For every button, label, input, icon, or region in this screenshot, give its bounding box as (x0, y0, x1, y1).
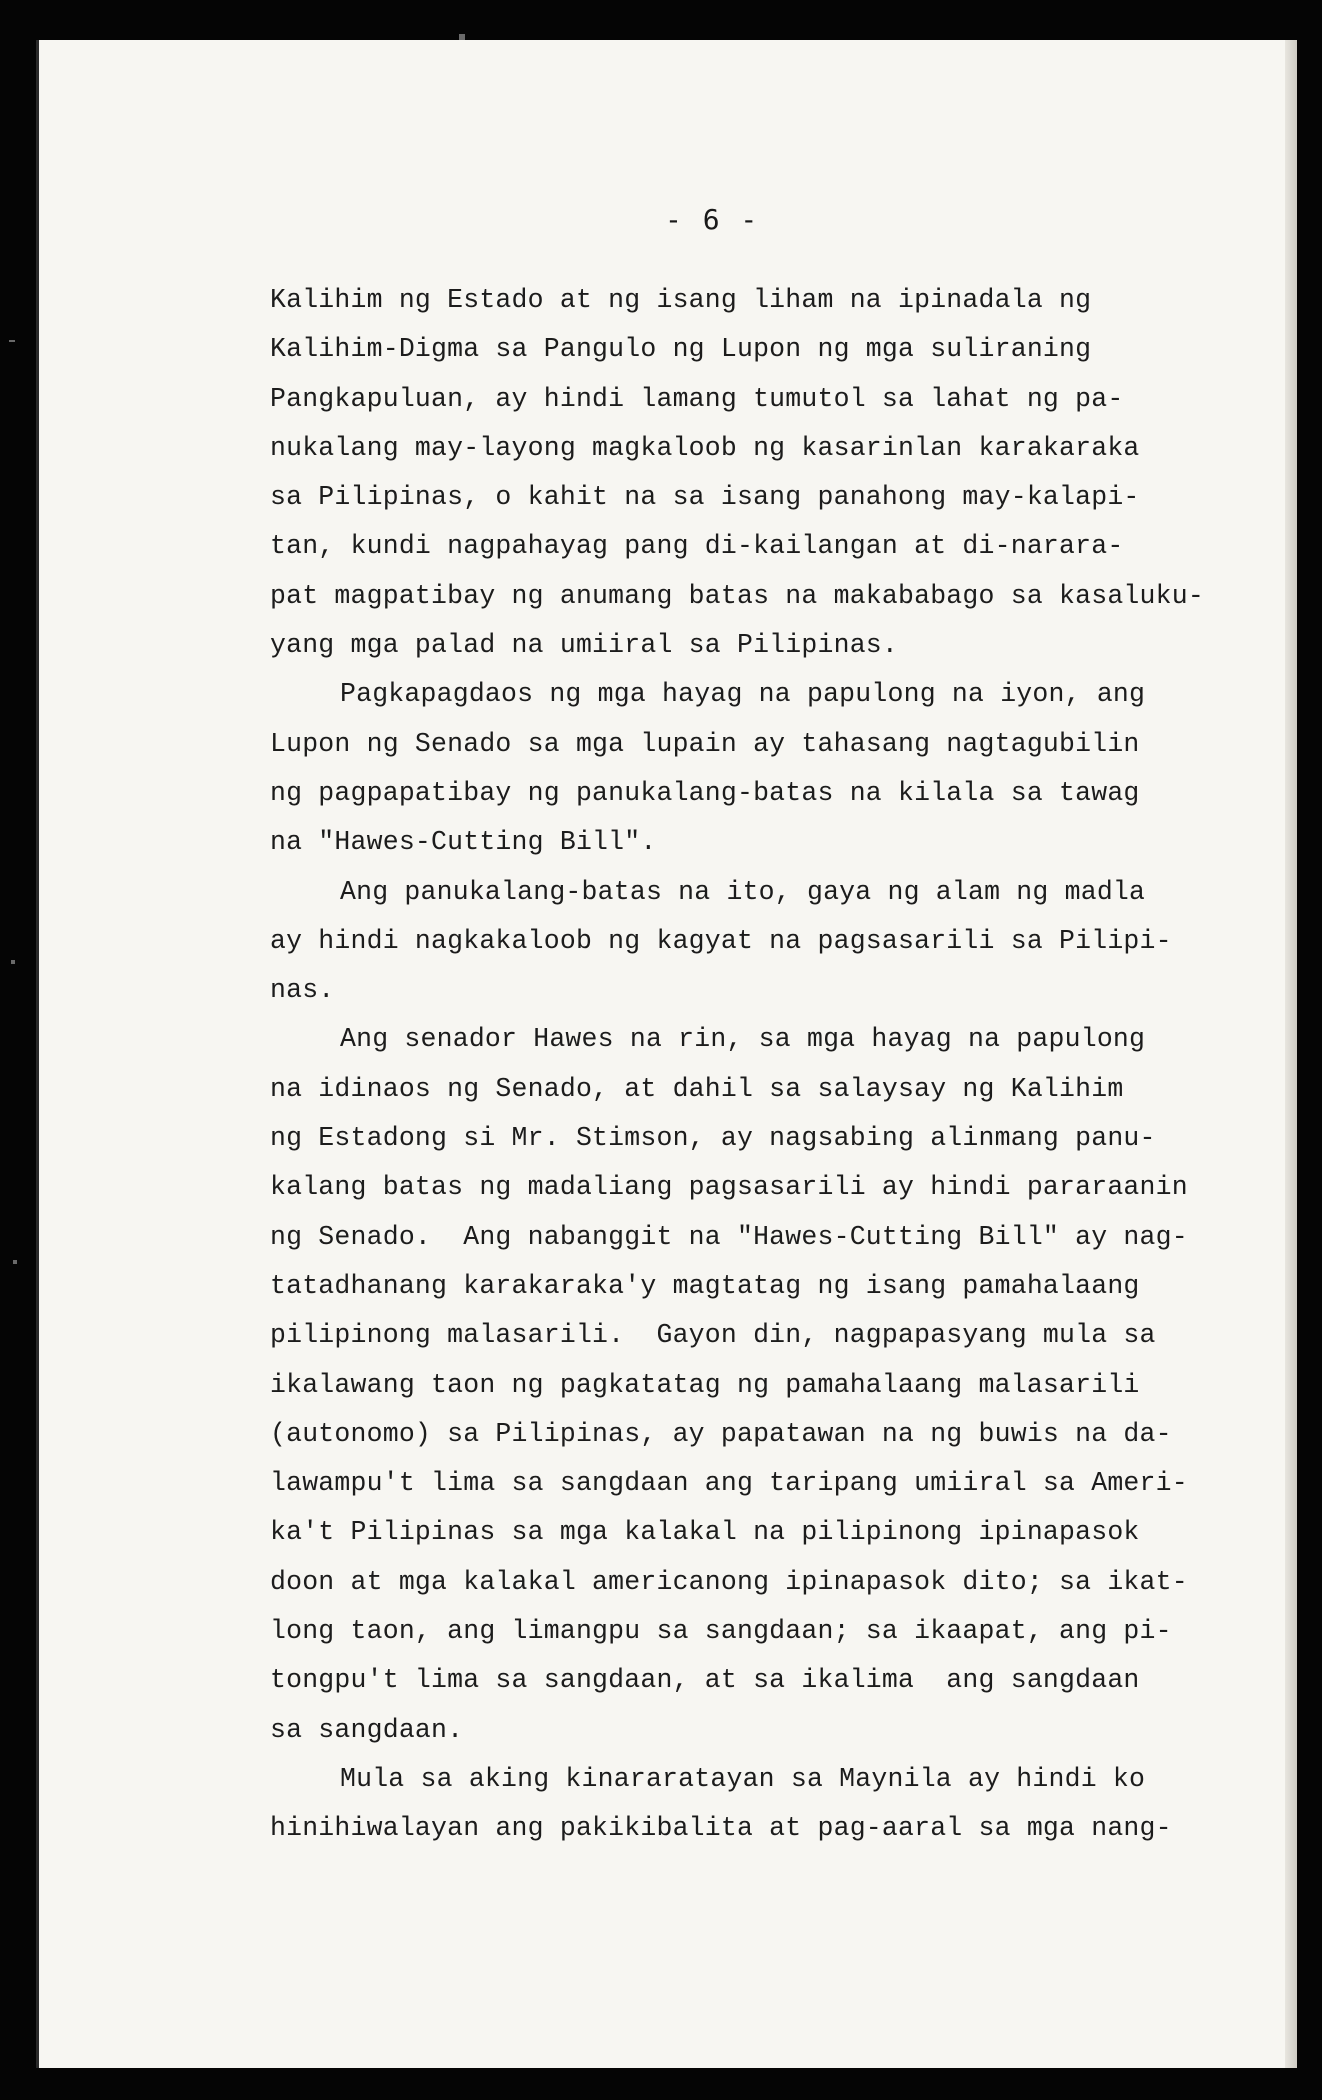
text-line: tan, kundi nagpahayag pang di-kailangan at di-narara- (270, 531, 1124, 562)
text-line: na idinaos ng Senado, at dahil sa salaysay ng Kalihim (270, 1073, 1124, 1104)
text-line: hinihiwalayan ang pakikibalita at pag-aaral sa mga nang- (270, 1813, 1172, 1844)
paragraph (270, 276, 1204, 670)
text-line: nas. (270, 975, 335, 1006)
text-line: Ang senador Hawes na rin, sa mga hayag na papulong (340, 1024, 1146, 1055)
text-line: tongpu't lima sa sangdaan, at sa ikalima ang sangdaan (270, 1665, 1140, 1696)
text-line: tatadhanang karakaraka'y magtatag ng isang pamahalaang (270, 1270, 1140, 1301)
text-line: Lupon ng Senado sa mga lupain ay tahasang nagtagubilin (270, 728, 1140, 759)
text-line: Kalihim ng Estado at ng isang liham na ipinadala ng (270, 285, 1092, 315)
text-line: (autonomo) sa Pilipinas, ay papatawan na ng buwis na da- (270, 1418, 1172, 1449)
text-line: Ang panukalang-batas na ito, gaya ng alam ng madla (340, 876, 1146, 907)
text-line: kalang batas ng madaliang pagsasarili ay hindi pararaanin (270, 1172, 1188, 1203)
text-line: ka't Pilipinas sa mga kalakal na pilipinong ipinapasok (270, 1517, 1140, 1548)
text-line: Pagkapagdaos ng mga hayag na papulong na iyon, ang (340, 679, 1146, 710)
text-line: nukalang may-layong magkaloob ng kasarinlan karakaraka (270, 432, 1140, 463)
text-line: Pangkapuluan, ay hindi lamang tumutol sa lahat ng pa- (270, 383, 1124, 414)
text-line: doon at mga kalakal americanong ipinapasok dito; sa ikat- (270, 1566, 1188, 1597)
text-line: pilipinong malasarili. Gayon din, nagpapasyang mula sa (270, 1320, 1156, 1351)
text-line: ng Estadong si Mr. Stimson, ay nagsabing alinmang panu- (270, 1123, 1156, 1154)
text-line: long taon, ang limangpu sa sangdaan; sa ikaapat, ang pi- (270, 1616, 1172, 1647)
text-line: pat magpatibay ng anumang batas na makababago sa kasaluku- (270, 580, 1204, 611)
text-line: sa sangdaan. (270, 1714, 464, 1745)
text-line: sa Pilipinas, o kahit na sa isang panahong may-kalapi- (270, 482, 1140, 513)
scan-mark (13, 1260, 17, 1264)
text-line: Kalihim-Digma sa Pangulo ng Lupon ng mga suliraning (270, 334, 1092, 365)
text-line: ikalawang taon ng pagkatatag ng pamahalaang malasarili (270, 1369, 1140, 1400)
paragraph (270, 1755, 1170, 1854)
text-line: na "Hawes-Cutting Bill". (270, 827, 657, 858)
text-line: Mula sa aking kinararatayan sa Maynila ay hindi ko (340, 1763, 1146, 1794)
scan-mark (11, 960, 15, 964)
text-line: ay hindi nagkakaloob ng kagyat na pagsasarili sa Pilipi- (270, 925, 1172, 956)
scan-mark (459, 34, 465, 40)
text-line: ng Senado. Ang nabanggit na "Hawes-Cutting Bill" ay nag- (270, 1221, 1188, 1252)
paragraph (270, 868, 1170, 1016)
text-line: lawampu't lima sa sangdaan ang taripang umiiral sa Ameri- (270, 1468, 1188, 1499)
document-body (270, 276, 1204, 1854)
page-number: - 6 - (665, 203, 760, 236)
scan-mark (9, 340, 15, 342)
paragraph (270, 1015, 1188, 1754)
text-line: yang mga palad na umiiral sa Pilipinas. (270, 630, 899, 661)
paragraph (270, 670, 1170, 867)
text-line: ng pagpapatibay ng panukalang-batas na kilala sa tawag (270, 777, 1140, 808)
